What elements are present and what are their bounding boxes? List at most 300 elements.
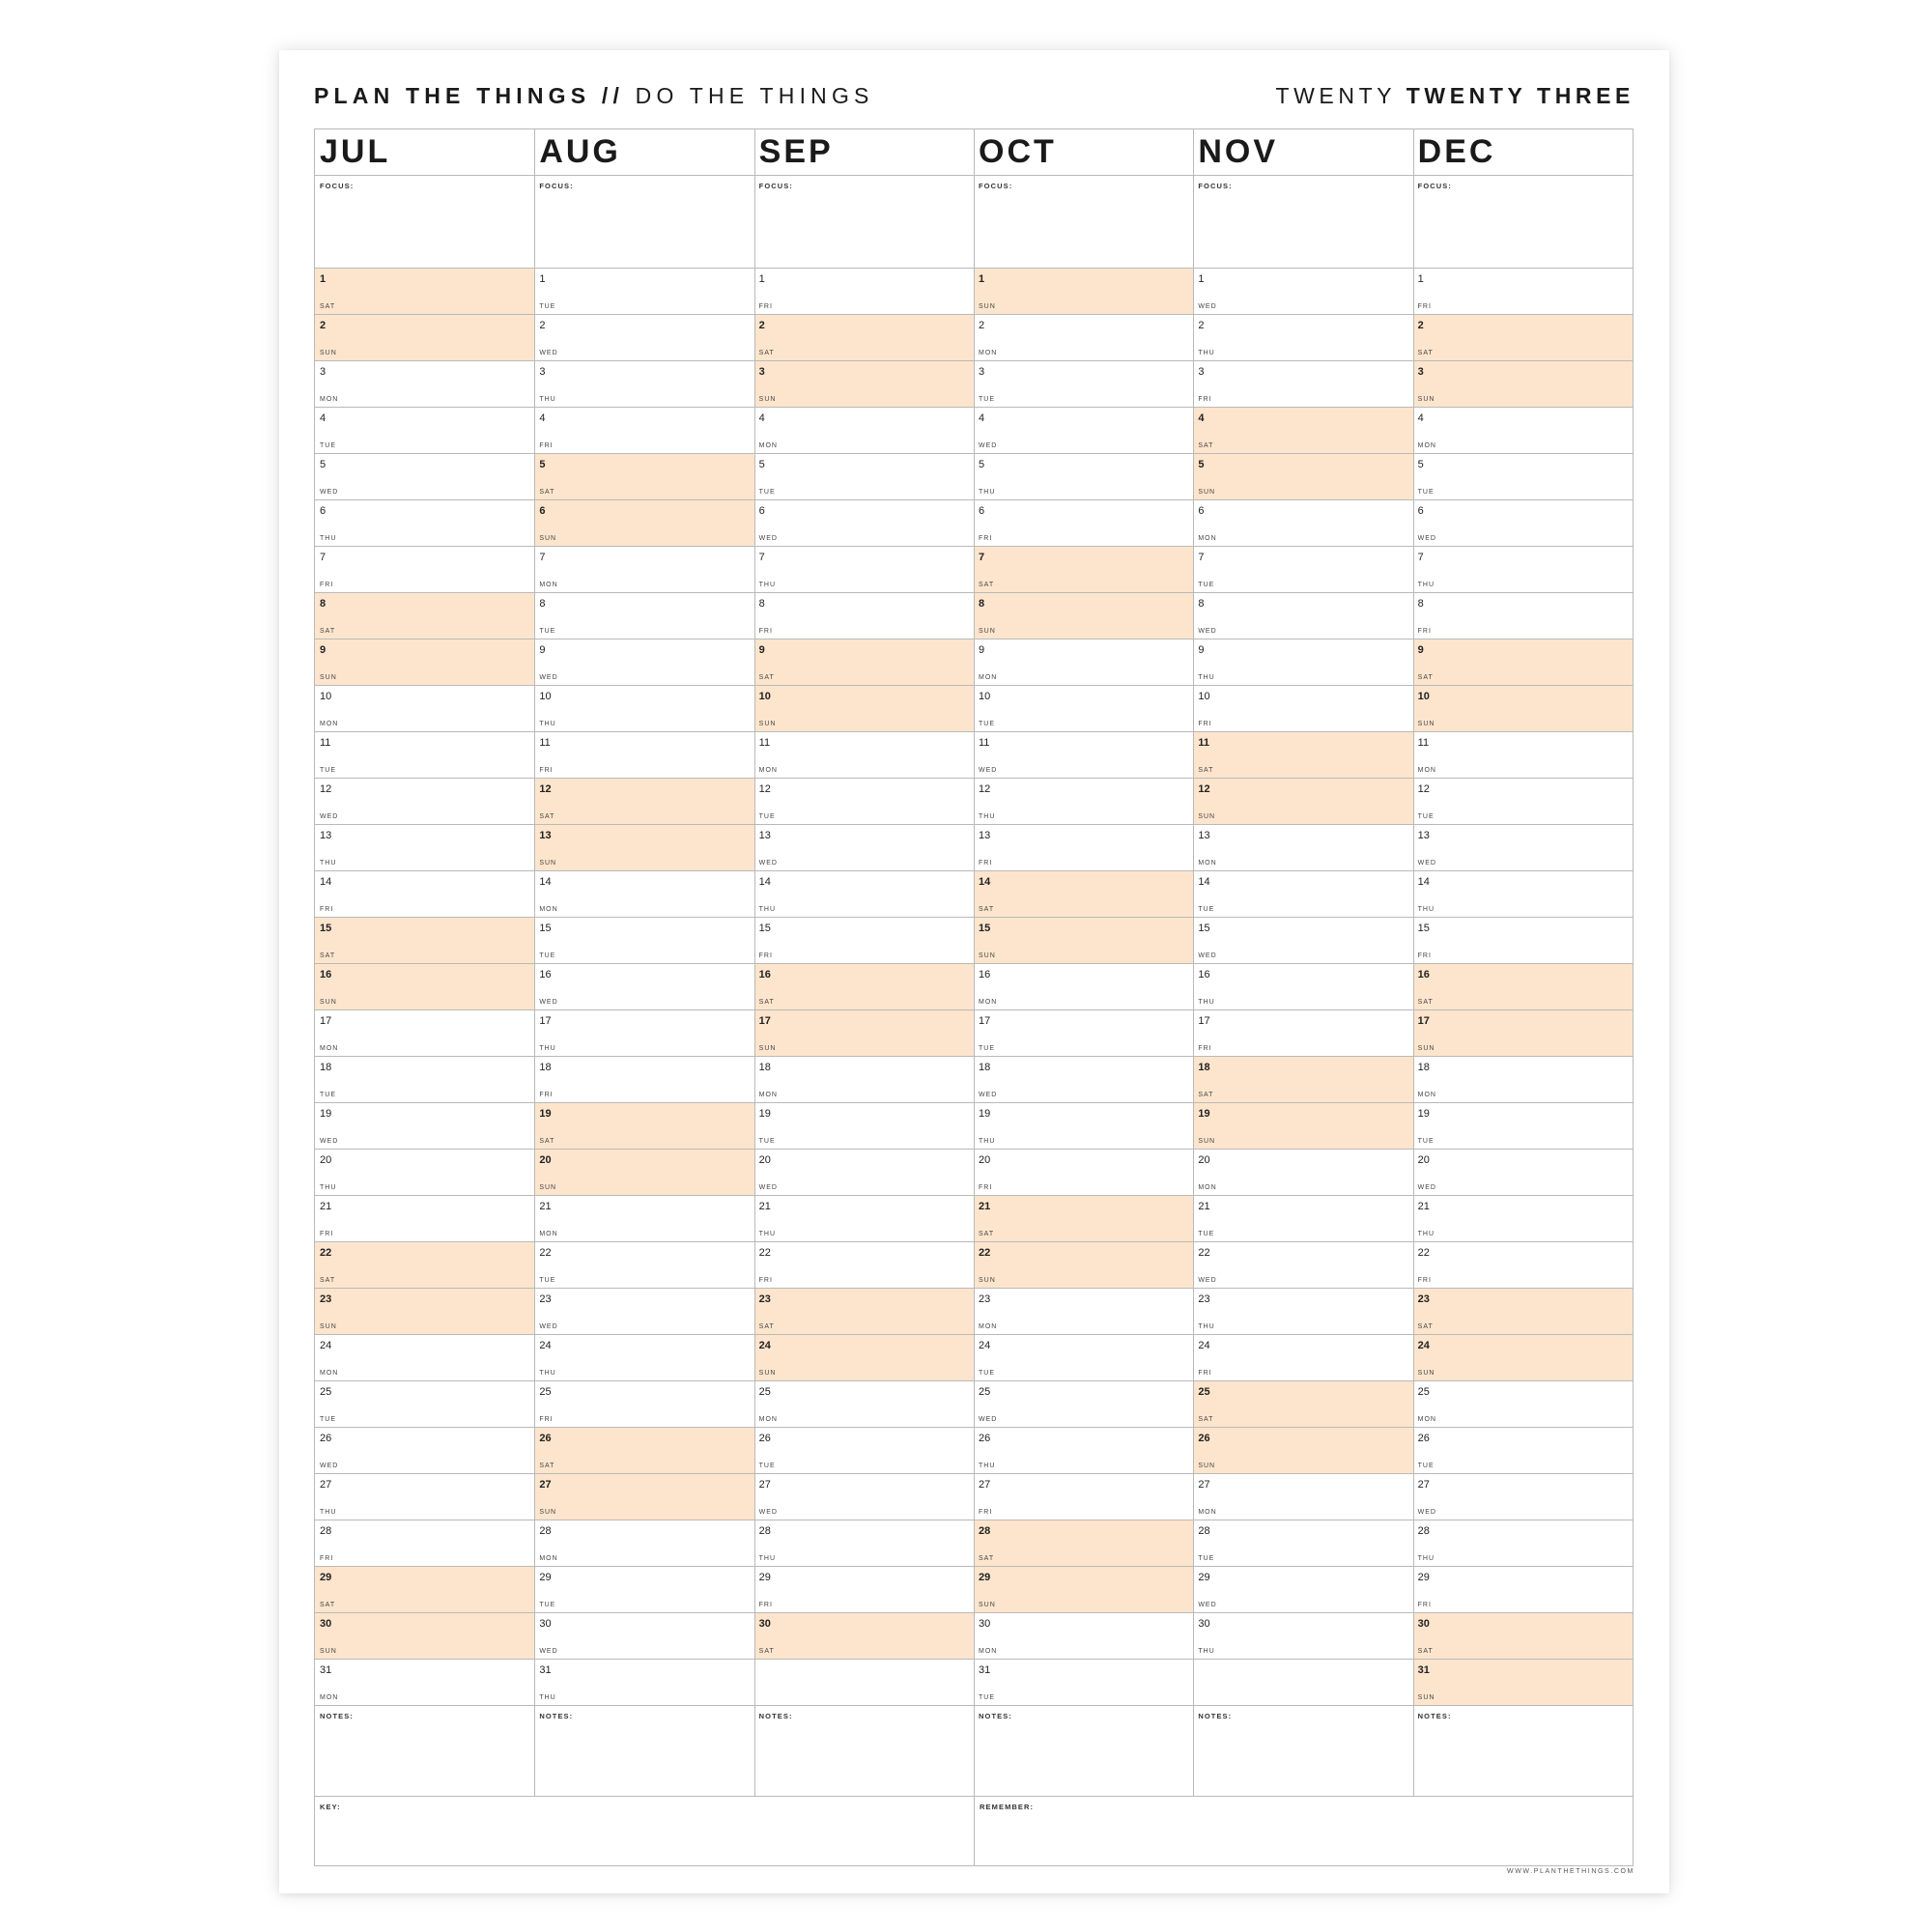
day-cell[interactable]	[754, 361, 974, 408]
day-cell[interactable]	[974, 1660, 1193, 1706]
day-name: TUE	[320, 442, 336, 449]
day-cell[interactable]	[534, 918, 753, 964]
day-cell[interactable]	[754, 269, 974, 315]
day-cell[interactable]	[974, 361, 1193, 408]
day-number: 20	[979, 1154, 991, 1166]
day-name: SUN	[1417, 1370, 1435, 1377]
day-name: THU	[1417, 1555, 1435, 1562]
focus-label: FOCUS:	[539, 182, 574, 190]
day-number: 1	[758, 273, 765, 285]
day-number: 6	[758, 505, 765, 517]
day-cell[interactable]	[534, 1010, 753, 1057]
day-number: 17	[758, 1015, 771, 1027]
day-cell[interactable]	[974, 1103, 1193, 1150]
day-number: 12	[1417, 783, 1430, 795]
day-number: 9	[539, 644, 546, 656]
day-number: 11	[979, 737, 990, 749]
day-cell[interactable]	[534, 1335, 753, 1381]
day-name: FRI	[1417, 1602, 1432, 1608]
day-cell[interactable]	[1193, 1381, 1412, 1428]
day-cell[interactable]	[1193, 964, 1412, 1010]
day-number: 27	[979, 1479, 991, 1491]
day-cell[interactable]	[315, 547, 534, 593]
day-cell[interactable]	[315, 1289, 534, 1335]
notes-box[interactable]	[1413, 1706, 1633, 1798]
day-cell[interactable]	[1413, 871, 1633, 918]
day-name: THU	[1417, 1231, 1435, 1237]
day-cell[interactable]	[1193, 1613, 1412, 1660]
day-cell[interactable]	[754, 593, 974, 639]
day-name: TUE	[758, 1138, 776, 1145]
day-number: 25	[1417, 1386, 1430, 1398]
day-cell[interactable]	[1193, 686, 1412, 732]
day-cell[interactable]	[534, 1381, 753, 1428]
day-cell[interactable]	[974, 500, 1193, 547]
day-cell[interactable]	[1193, 1289, 1412, 1335]
day-name: SAT	[758, 674, 775, 681]
notes-box[interactable]	[315, 1706, 534, 1798]
day-cell[interactable]	[534, 825, 753, 871]
day-cell[interactable]	[974, 686, 1193, 732]
day-cell[interactable]	[315, 1057, 534, 1103]
day-cell[interactable]	[315, 1660, 534, 1706]
day-name: WED	[1198, 1277, 1217, 1284]
day-name: MON	[1198, 1184, 1217, 1191]
day-name: WED	[1417, 1509, 1436, 1516]
day-cell[interactable]	[315, 593, 534, 639]
day-cell[interactable]	[974, 825, 1193, 871]
day-cell[interactable]	[1193, 779, 1412, 825]
day-name: WED	[979, 442, 998, 449]
day-name: THU	[539, 1694, 556, 1701]
day-number: 21	[979, 1201, 991, 1212]
day-cell[interactable]	[754, 1103, 974, 1150]
day-cell[interactable]	[534, 1613, 753, 1660]
day-name: WED	[758, 860, 778, 867]
day-name: WED	[1198, 1602, 1217, 1608]
day-number: 21	[1198, 1201, 1210, 1212]
day-cell[interactable]	[534, 1520, 753, 1567]
day-cell[interactable]	[754, 408, 974, 454]
day-name: THU	[758, 1231, 777, 1237]
day-name: TUE	[1198, 1231, 1215, 1237]
day-number: 15	[1417, 923, 1430, 934]
day-cell[interactable]	[315, 1010, 534, 1057]
day-number: 19	[539, 1108, 552, 1120]
day-number: 10	[1417, 691, 1430, 702]
day-cell[interactable]	[315, 1520, 534, 1567]
day-cell[interactable]	[974, 964, 1193, 1010]
day-cell[interactable]	[315, 1196, 534, 1242]
day-name: FRI	[979, 535, 993, 542]
day-cell[interactable]	[974, 1289, 1193, 1335]
day-cell[interactable]	[1413, 500, 1633, 547]
day-cell[interactable]	[534, 593, 753, 639]
day-cell[interactable]	[754, 454, 974, 500]
notes-box[interactable]	[754, 1706, 974, 1798]
day-cell[interactable]	[534, 964, 753, 1010]
day-cell[interactable]	[1193, 1242, 1412, 1289]
day-name: MON	[758, 1416, 778, 1423]
day-cell[interactable]	[974, 639, 1193, 686]
day-cell[interactable]	[1193, 1428, 1412, 1474]
day-cell[interactable]	[315, 1150, 534, 1196]
day-cell[interactable]	[974, 1196, 1193, 1242]
day-cell[interactable]	[1413, 1010, 1633, 1057]
day-cell[interactable]	[754, 315, 974, 361]
day-cell[interactable]	[754, 1381, 974, 1428]
day-cell[interactable]	[1413, 1381, 1633, 1428]
day-cell[interactable]	[974, 1242, 1193, 1289]
day-cell[interactable]	[974, 1010, 1193, 1057]
day-cell[interactable]	[534, 871, 753, 918]
day-cell[interactable]	[1193, 732, 1412, 779]
day-cell[interactable]	[974, 1520, 1193, 1567]
day-cell[interactable]	[754, 1242, 974, 1289]
day-number: 27	[1417, 1479, 1430, 1491]
day-cell[interactable]	[1413, 825, 1633, 871]
day-number: 13	[758, 830, 771, 841]
day-cell[interactable]	[1193, 871, 1412, 918]
day-number: 7	[979, 552, 985, 563]
day-cell[interactable]	[1193, 1474, 1412, 1520]
focus-box[interactable]	[534, 176, 753, 269]
focus-box[interactable]	[315, 176, 534, 269]
day-cell[interactable]	[315, 1103, 534, 1150]
day-number: 12	[320, 783, 332, 795]
day-name: SAT	[1198, 1092, 1214, 1098]
day-cell[interactable]	[1193, 1057, 1412, 1103]
day-cell[interactable]	[754, 918, 974, 964]
day-number: 8	[758, 598, 765, 610]
day-name: THU	[979, 813, 996, 820]
day-cell[interactable]	[974, 1613, 1193, 1660]
day-name: SUN	[320, 674, 337, 681]
day-cell[interactable]	[974, 779, 1193, 825]
day-cell[interactable]	[754, 1520, 974, 1567]
day-cell[interactable]	[974, 408, 1193, 454]
day-number: 7	[1417, 552, 1424, 563]
day-cell[interactable]	[1413, 593, 1633, 639]
day-name: SUN	[1198, 1463, 1216, 1469]
day-name: TUE	[539, 303, 556, 310]
day-cell[interactable]	[1193, 825, 1412, 871]
focus-box[interactable]	[974, 176, 1193, 269]
day-cell[interactable]	[534, 1103, 753, 1150]
day-cell[interactable]	[754, 871, 974, 918]
day-cell[interactable]	[1193, 1196, 1412, 1242]
day-cell[interactable]	[754, 1196, 974, 1242]
day-name: THU	[320, 1509, 337, 1516]
day-cell[interactable]	[1193, 500, 1412, 547]
day-cell[interactable]	[1413, 361, 1633, 408]
day-cell[interactable]	[754, 1150, 974, 1196]
day-name: SUN	[1417, 396, 1435, 403]
column-divider	[754, 129, 755, 1796]
day-cell[interactable]	[315, 1428, 534, 1474]
day-cell[interactable]	[754, 1335, 974, 1381]
day-name: MON	[1417, 767, 1436, 774]
day-cell[interactable]	[974, 1567, 1193, 1613]
day-cell[interactable]	[315, 825, 534, 871]
day-cell[interactable]	[1193, 315, 1412, 361]
month-header	[1413, 129, 1633, 176]
day-name: WED	[758, 1509, 778, 1516]
day-number: 14	[758, 876, 771, 888]
day-name: FRI	[1417, 1277, 1432, 1284]
day-number: 24	[1417, 1340, 1430, 1351]
day-cell[interactable]	[974, 1428, 1193, 1474]
day-cell[interactable]	[1193, 1567, 1412, 1613]
day-cell[interactable]	[534, 639, 753, 686]
day-cell[interactable]	[974, 1335, 1193, 1381]
day-cell[interactable]	[1413, 1150, 1633, 1196]
day-cell[interactable]	[754, 547, 974, 593]
day-cell[interactable]	[315, 500, 534, 547]
day-cell[interactable]	[754, 1057, 974, 1103]
day-name: TUE	[979, 721, 995, 727]
day-cell[interactable]	[1413, 315, 1633, 361]
day-name: SUN	[539, 1184, 557, 1191]
day-name: FRI	[320, 1555, 334, 1562]
day-cell[interactable]	[974, 454, 1193, 500]
day-cell[interactable]	[315, 871, 534, 918]
day-cell[interactable]	[534, 1289, 753, 1335]
day-cell[interactable]	[315, 1335, 534, 1381]
day-cell[interactable]	[534, 361, 753, 408]
day-number: 19	[979, 1108, 991, 1120]
day-name: THU	[1198, 1648, 1215, 1655]
day-name: FRI	[758, 1602, 773, 1608]
day-number: 18	[1417, 1062, 1430, 1073]
day-number: 1	[320, 273, 327, 285]
day-name: MON	[1198, 535, 1217, 542]
planner-sheet	[279, 50, 1669, 1893]
day-name: THU	[1198, 350, 1215, 356]
day-number: 24	[979, 1340, 991, 1351]
day-number: 8	[320, 598, 327, 610]
day-cell[interactable]	[315, 686, 534, 732]
day-cell[interactable]	[1193, 408, 1412, 454]
focus-box[interactable]	[1413, 176, 1633, 269]
day-name: FRI	[758, 303, 773, 310]
day-cell[interactable]	[1413, 964, 1633, 1010]
month-header	[1193, 129, 1412, 176]
day-cell[interactable]	[1413, 1196, 1633, 1242]
day-cell[interactable]	[754, 779, 974, 825]
day-cell[interactable]	[315, 1242, 534, 1289]
day-cell[interactable]	[974, 1057, 1193, 1103]
day-cell[interactable]	[754, 1567, 974, 1613]
day-number: 12	[1198, 783, 1210, 795]
day-cell[interactable]	[1193, 1150, 1412, 1196]
column-divider	[1193, 129, 1194, 1796]
day-cell[interactable]	[315, 408, 534, 454]
day-cell[interactable]	[1413, 408, 1633, 454]
day-cell[interactable]	[534, 779, 753, 825]
day-cell[interactable]	[1413, 1335, 1633, 1381]
day-number: 5	[539, 459, 546, 470]
notes-box[interactable]	[534, 1706, 753, 1798]
notes-box[interactable]	[1193, 1706, 1412, 1798]
day-cell[interactable]	[1413, 1660, 1633, 1706]
day-cell[interactable]	[534, 686, 753, 732]
day-cell[interactable]	[974, 315, 1193, 361]
day-name: SUN	[979, 1602, 996, 1608]
day-cell[interactable]	[754, 732, 974, 779]
day-cell[interactable]	[974, 1150, 1193, 1196]
day-cell[interactable]	[974, 593, 1193, 639]
day-cell[interactable]	[315, 454, 534, 500]
tagline-bold: PLAN THE THINGS //	[314, 83, 625, 108]
day-cell[interactable]	[534, 1242, 753, 1289]
day-name: SAT	[1198, 442, 1214, 449]
day-cell[interactable]	[315, 779, 534, 825]
day-cell[interactable]	[974, 732, 1193, 779]
day-number: 9	[979, 644, 985, 656]
day-cell[interactable]	[315, 269, 534, 315]
day-cell[interactable]	[534, 1057, 753, 1103]
day-cell[interactable]	[315, 315, 534, 361]
year-light: TWENTY	[1275, 83, 1396, 108]
day-name: WED	[758, 1184, 778, 1191]
day-cell[interactable]	[1193, 1335, 1412, 1381]
day-cell[interactable]	[315, 639, 534, 686]
day-cell[interactable]	[534, 547, 753, 593]
day-cell[interactable]	[1413, 1428, 1633, 1474]
day-cell[interactable]	[1193, 361, 1412, 408]
day-cell[interactable]	[534, 1428, 753, 1474]
day-cell[interactable]	[534, 500, 753, 547]
day-name: THU	[320, 535, 337, 542]
day-name: THU	[1198, 999, 1215, 1006]
day-cell[interactable]	[534, 732, 753, 779]
column-divider	[974, 129, 975, 1796]
day-number: 3	[979, 366, 985, 378]
day-cell[interactable]	[1413, 1474, 1633, 1520]
day-cell[interactable]	[315, 918, 534, 964]
day-number: 20	[320, 1154, 332, 1166]
day-name: FRI	[1417, 952, 1432, 959]
day-cell[interactable]	[974, 1381, 1193, 1428]
day-number: 26	[758, 1433, 771, 1444]
day-name: FRI	[758, 1277, 773, 1284]
day-name: SAT	[979, 582, 995, 588]
empty-day-cell	[1193, 1660, 1412, 1706]
focus-box[interactable]	[754, 176, 974, 269]
day-cell[interactable]	[1193, 1010, 1412, 1057]
day-cell[interactable]	[1193, 593, 1412, 639]
day-name: THU	[539, 396, 556, 403]
day-cell[interactable]	[315, 732, 534, 779]
day-cell[interactable]	[1413, 1567, 1633, 1613]
day-cell[interactable]	[534, 1660, 753, 1706]
day-cell[interactable]	[315, 964, 534, 1010]
day-cell[interactable]	[315, 1613, 534, 1660]
day-cell[interactable]	[974, 871, 1193, 918]
day-cell[interactable]	[534, 408, 753, 454]
notes-box[interactable]	[974, 1706, 1193, 1798]
day-cell[interactable]	[1193, 269, 1412, 315]
day-cell[interactable]	[754, 500, 974, 547]
day-number: 31	[1417, 1664, 1430, 1676]
day-cell[interactable]	[1413, 686, 1633, 732]
day-cell[interactable]	[1413, 1057, 1633, 1103]
day-name: FRI	[979, 860, 993, 867]
day-number: 4	[539, 412, 546, 424]
day-cell[interactable]	[1413, 454, 1633, 500]
day-cell[interactable]	[754, 825, 974, 871]
day-cell[interactable]	[974, 918, 1193, 964]
day-number: 11	[320, 737, 331, 749]
day-cell[interactable]	[754, 1010, 974, 1057]
day-cell[interactable]	[315, 1567, 534, 1613]
day-cell[interactable]	[1413, 1613, 1633, 1660]
day-cell[interactable]	[534, 269, 753, 315]
day-cell[interactable]	[1193, 1103, 1412, 1150]
month-label: DEC	[1417, 133, 1496, 170]
day-cell[interactable]	[1413, 1289, 1633, 1335]
focus-box[interactable]	[1193, 176, 1412, 269]
day-name: TUE	[758, 489, 776, 496]
day-cell[interactable]	[1193, 918, 1412, 964]
day-name: THU	[1417, 906, 1435, 913]
day-cell[interactable]	[534, 1196, 753, 1242]
day-cell[interactable]	[754, 686, 974, 732]
day-cell[interactable]	[754, 1474, 974, 1520]
day-cell[interactable]	[1413, 269, 1633, 315]
day-name: SAT	[758, 999, 775, 1006]
day-number: 30	[1417, 1618, 1430, 1630]
day-cell[interactable]	[1413, 1103, 1633, 1150]
day-number: 15	[539, 923, 552, 934]
day-number: 11	[1417, 737, 1430, 749]
day-cell[interactable]	[1413, 779, 1633, 825]
day-cell[interactable]	[754, 1613, 974, 1660]
day-cell[interactable]	[315, 1474, 534, 1520]
day-name: THU	[1198, 674, 1215, 681]
day-cell[interactable]	[534, 315, 753, 361]
day-cell[interactable]	[1413, 918, 1633, 964]
day-cell[interactable]	[754, 1428, 974, 1474]
day-cell[interactable]	[1413, 1520, 1633, 1567]
day-cell[interactable]	[754, 1289, 974, 1335]
day-number: 8	[539, 598, 546, 610]
day-cell[interactable]	[974, 269, 1193, 315]
day-cell[interactable]	[534, 1474, 753, 1520]
day-cell[interactable]	[1193, 547, 1412, 593]
day-cell[interactable]	[315, 1381, 534, 1428]
day-number: 24	[1198, 1340, 1210, 1351]
day-cell[interactable]	[754, 639, 974, 686]
day-cell[interactable]	[974, 1474, 1193, 1520]
day-cell[interactable]	[1193, 1520, 1412, 1567]
day-number: 2	[758, 320, 765, 331]
day-cell[interactable]	[315, 361, 534, 408]
day-cell[interactable]	[1193, 639, 1412, 686]
day-number: 3	[1417, 366, 1424, 378]
day-cell[interactable]	[754, 964, 974, 1010]
day-cell[interactable]	[1413, 639, 1633, 686]
day-cell[interactable]	[534, 1150, 753, 1196]
day-cell[interactable]	[1413, 547, 1633, 593]
day-cell[interactable]	[534, 1567, 753, 1613]
day-cell[interactable]	[974, 547, 1193, 593]
day-cell[interactable]	[534, 454, 753, 500]
day-cell[interactable]	[1193, 454, 1412, 500]
day-cell[interactable]	[1413, 732, 1633, 779]
day-cell[interactable]	[1413, 1242, 1633, 1289]
